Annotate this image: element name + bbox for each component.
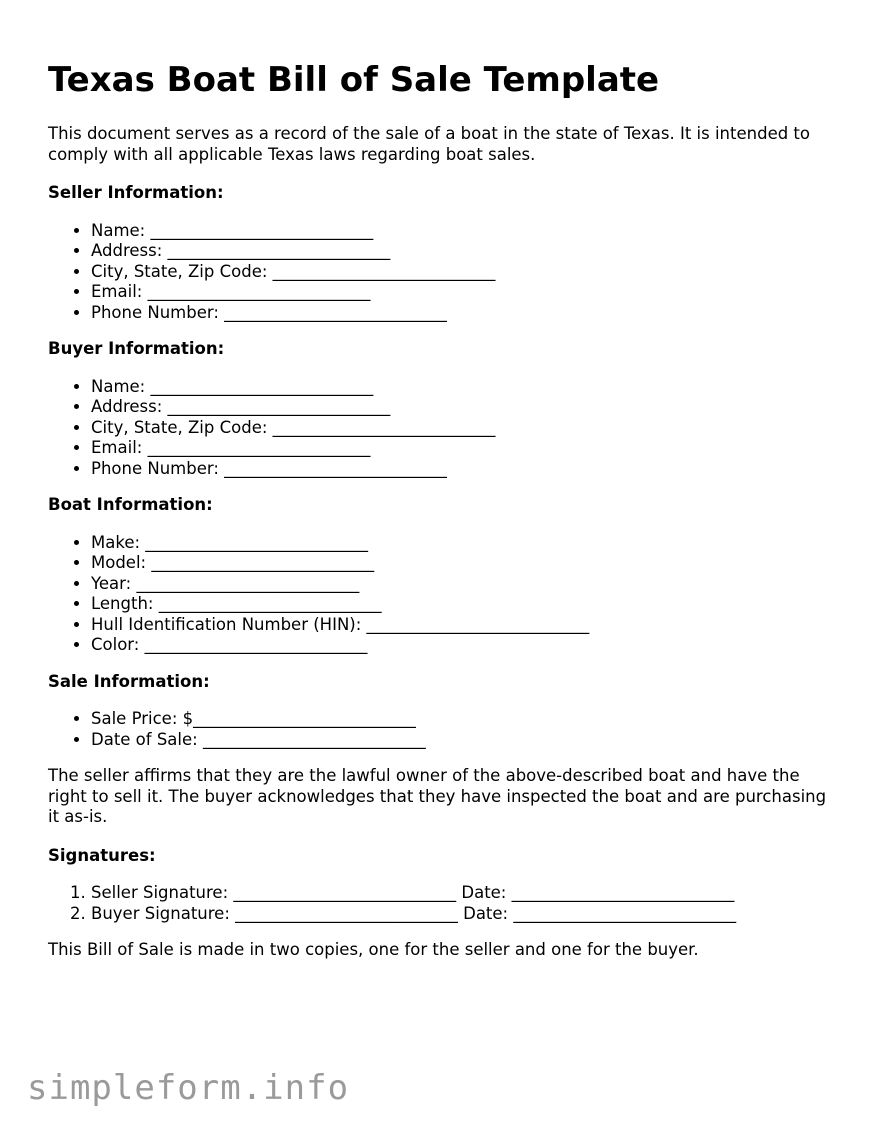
seller-address-field: • Address: ___________________________ — [91, 241, 838, 262]
seller-phone-field: • Phone Number: ___________________________ — [91, 303, 838, 324]
seller-city-state-zip-field: • City, State, Zip Code: ___________________________ — [91, 262, 838, 283]
boat-field-list — [48, 533, 838, 656]
buyer-section-heading: Buyer Information: — [48, 339, 225, 358]
closing-paragraph: This Bill of Sale is made in two copies, one for the seller and one for the buyer. — [48, 940, 699, 959]
document-page — [48, 58, 838, 979]
seller-name-field: • Name: ___________________________ — [91, 221, 838, 242]
seller-section-heading: Seller Information: — [48, 183, 224, 202]
signature-list — [48, 883, 838, 924]
buyer-address-field: • Address: ___________________________ — [91, 397, 838, 418]
buyer-name-field: • Name: ___________________________ — [91, 377, 838, 398]
affirmation-paragraph: The seller affirms that they are the lawful owner of the above-described boat and have the right to sell it. The buyer acknowledges that they have inspected the boat and are purchasing it as-is. — [48, 766, 827, 826]
buyer-signature-line: 2. Buyer Signature: ___________________________ Date: ___________________________ — [91, 904, 838, 925]
buyer-phone-field: • Phone Number: ___________________________ — [91, 459, 838, 480]
boat-length-field: • Length: ___________________________ — [91, 594, 838, 615]
boat-color-field: • Color: ___________________________ — [91, 635, 838, 656]
seller-field-list — [48, 221, 838, 324]
sale-section-heading: Sale Information: — [48, 671, 210, 691]
buyer-email-field: • Email: ___________________________ — [91, 438, 838, 459]
seller-email-field: • Email: ___________________________ — [91, 282, 838, 303]
signatures-section-heading: Signatures: — [48, 845, 156, 865]
boat-make-field: • Make: ___________________________ — [91, 533, 838, 554]
sale-date-field: • Date of Sale: ___________________________ — [91, 730, 838, 751]
buyer-city-state-zip-field: • City, State, Zip Code: ___________________________ — [91, 418, 838, 439]
site-watermark: simpleform.info — [27, 1068, 350, 1108]
buyer-field-list — [48, 377, 838, 480]
boat-section-heading: Boat Information: — [48, 495, 213, 514]
sale-price-field: • Sale Price: $___________________________ — [91, 709, 838, 730]
seller-signature-line: 1. Seller Signature: ___________________________ Date: ___________________________ — [91, 883, 838, 904]
sale-field-list — [48, 709, 838, 750]
boat-model-field: • Model: ___________________________ — [91, 553, 838, 574]
boat-hin-field: • Hull Identification Number (HIN): ___________________________ — [91, 615, 838, 636]
intro-paragraph: This document serves as a record of the sale of a boat in the state of Texas. It is intended to comply with all applicable Texas laws regarding boat sales. — [48, 124, 810, 164]
boat-year-field: • Year: ___________________________ — [91, 574, 838, 595]
page-title: Texas Boat Bill of Sale Template — [48, 60, 660, 100]
